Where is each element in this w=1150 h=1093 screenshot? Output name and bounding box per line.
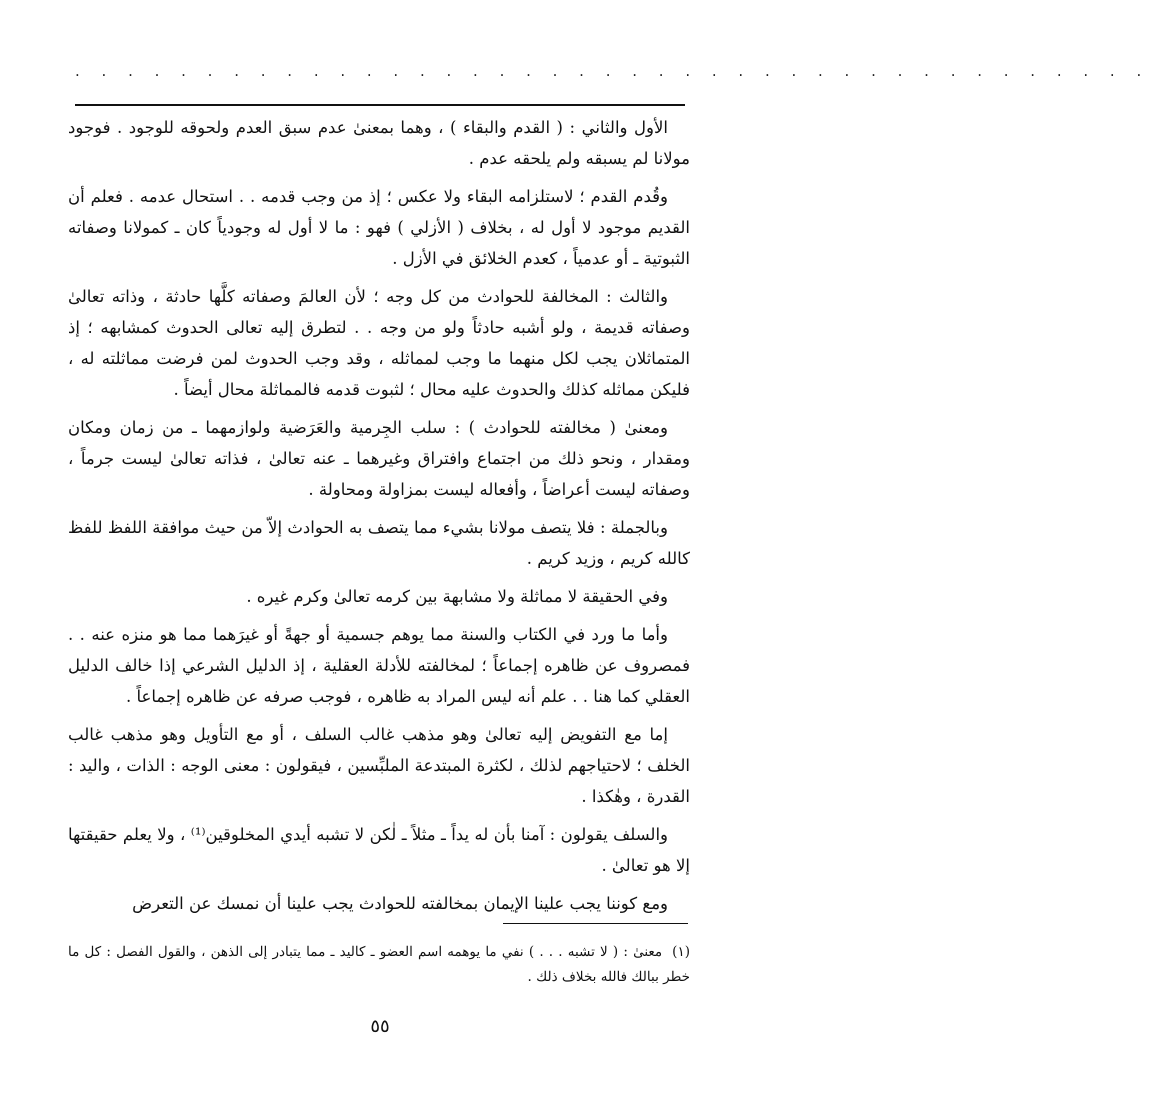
paragraph: وأما ما ورد في الكتاب والسنة مما يوهم جسمية أو جهةً أو غيرَهما مما هو منزه عنه . . فمصروف عن ظاهره إجماعاً ؛ لمخالفته للأدلة العقلية ، إذ الدليل الشرعي إذا خالف الدليل العقلي كما هنا . . علم أنه ليس المراد به ظاهره ، فوجب صرفه عن ظاهره إجماعاً . bbox=[68, 625, 690, 706]
footnote-number: (١) bbox=[672, 944, 690, 960]
paragraph: والسلف يقولون : آمنا بأن له يداً ـ مثلاً ـ لٰكن لا تشبه أيدي المخلوقين⁽¹⁾ ، ولا يعلم حقيقتها إلا هو تعالىٰ . bbox=[68, 825, 690, 875]
footnote bbox=[68, 940, 690, 990]
paragraph: والثالث : المخالفة للحوادث من كل وجه ؛ لأن العالمَ وصفاته كلَّها حادثة ، وذاته تعالىٰ وصفاته قديمة ، ولو أشبه حادثاً ولو من وجه . . لتطرق إليه تعالى الحدوث كمشابهه ؛ إذ المتماثلان يجب لكل منهما ما وجب لمماثله ، وقد وجب الحدوث لمن فرضت مماثلته له ، فليكن مماثله كذلك والحدوث عليه محال ؛ لثبوت قدمه فالمماثلة محال أيضاً . bbox=[68, 287, 690, 399]
paragraph: وبالجملة : فلا يتصف مولانا بشيء مما يتصف به الحوادث إلاّ من حيث موافقة اللفظ للفظ كالله كريم ، وزيد كريم . bbox=[68, 518, 690, 568]
paragraph: إما مع التفويض إليه تعالىٰ وهو مذهب غالب السلف ، أو مع التأويل وهو مذهب غالب الخلف ؛ لاحتياجهم لذلك ، لكثرة المبتدعة الملبِّسين ، فيقولون : معنى الوجه : الذات ، واليد : القدرة ، وهٰكذا . bbox=[68, 725, 690, 806]
header-dotted-line: . . . . . . . . . . . . . . . . . . . . . . . . . . . . . . . . . . . . . . . . . bbox=[75, 62, 1150, 80]
paragraph: ومع كوننا يجب علينا الإيمان بمخالفته للحوادث يجب علينا أن نمسك عن التعرض bbox=[132, 894, 668, 913]
page-number: ٥٥ bbox=[370, 1016, 390, 1037]
paragraph: الأول والثاني : ( القدم والبقاء ) ، وهما بمعنىٰ عدم سبق العدم ولحوقه للوجود . فوجود مولانا لم يسبقه ولم يلحقه عدم . bbox=[68, 118, 690, 168]
footnote-text: معنىٰ : ( لا تشبه . . . ) نفي ما يوهمه اسم العضو ـ كاليد ـ مما يتبادر إلى الذهن ، والقول الفصل : كل ما خطر ببالك فالله بخلاف ذلك . bbox=[68, 944, 690, 985]
main-text bbox=[68, 112, 690, 926]
header-rule bbox=[75, 104, 685, 106]
footnote-rule bbox=[503, 923, 688, 924]
paragraph: وفي الحقيقة لا مماثلة ولا مشابهة بين كرمه تعالىٰ وكرم غيره . bbox=[246, 587, 668, 606]
paragraph: وقُدم القدم ؛ لاستلزامه البقاء ولا عكس ؛ إذ من وجب قدمه . . استحال عدمه . فعلم أن القديم موجود لا أول له ، بخلاف ( الأزلي ) فهو : ما لا أول له وجودياً كان ـ كمولانا وصفاته الثبوتية ـ أو عدمياً ، كعدم الخلائق في الأزل . bbox=[68, 187, 690, 268]
paragraph: ومعنىٰ ( مخالفته للحوادث ) : سلب الجِرمية والعَرَضية ولوازمهما ـ من زمان ومكان ومقدار ، ونحو ذلك من اجتماع وافتراق وغيرهما ـ عنه تعالىٰ ، فذاته تعالىٰ ليست جرماً ، وصفاته ليست أعراضاً ، وأفعاله ليست بمزاولة ومحاولة . bbox=[68, 418, 690, 499]
